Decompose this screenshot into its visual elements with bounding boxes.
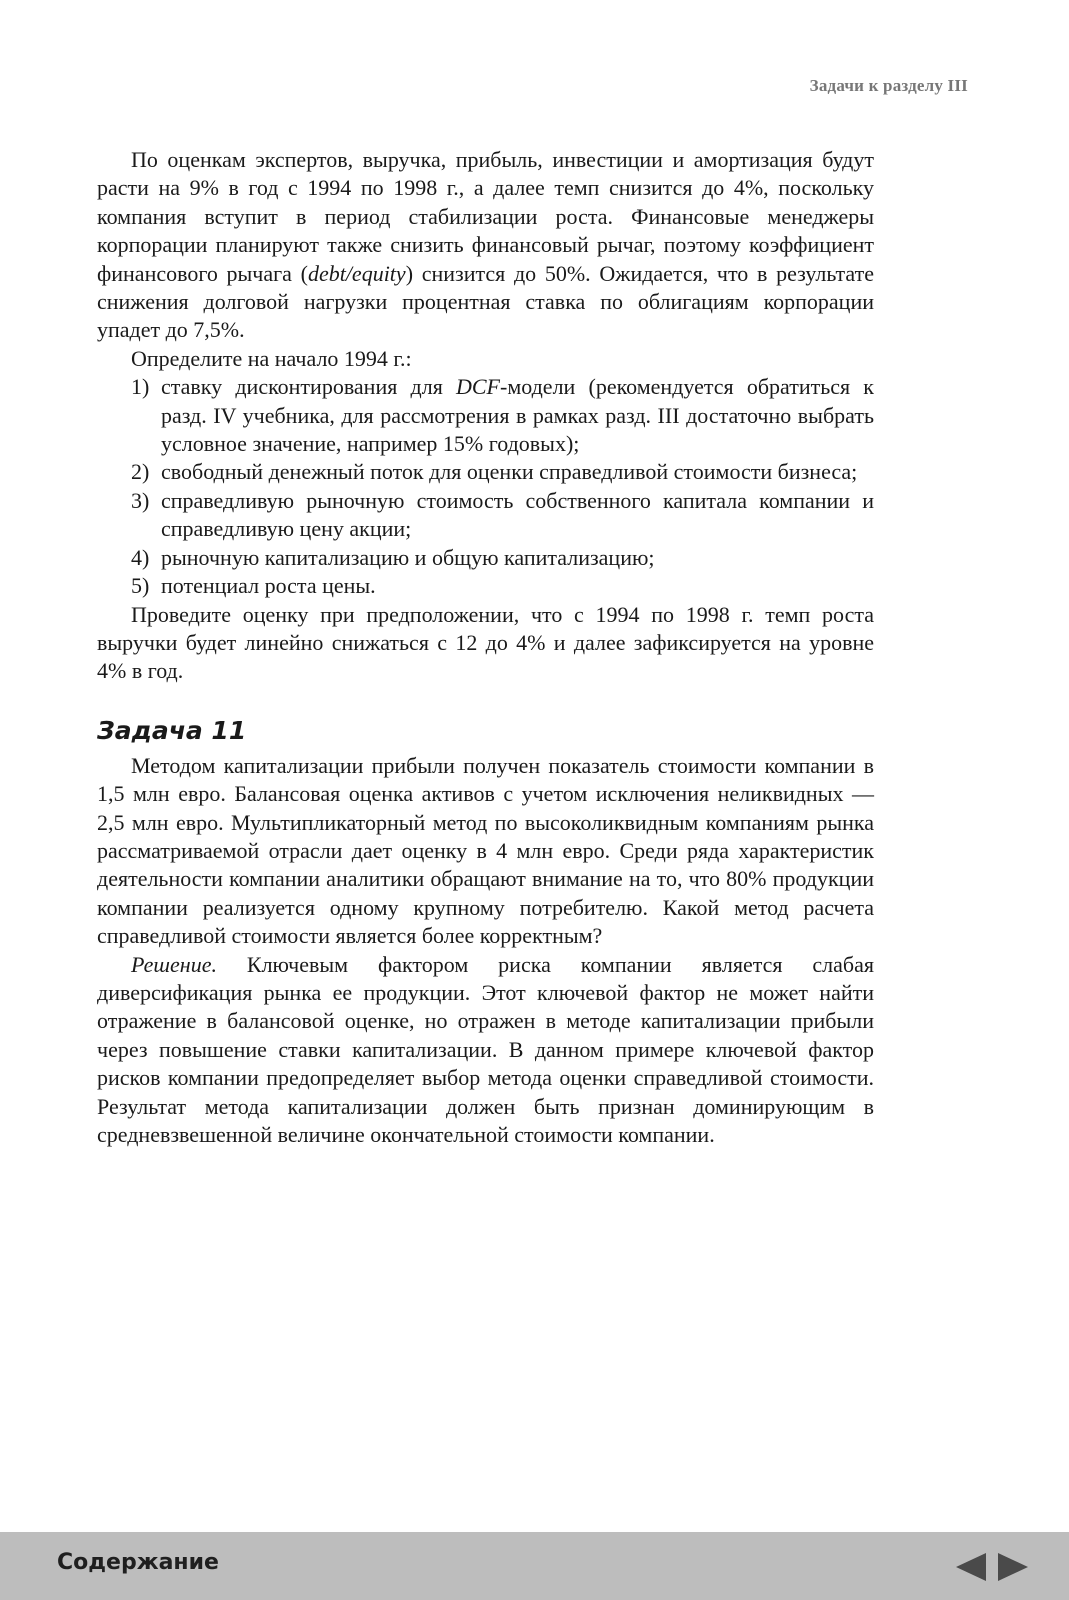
italic-term: DCF: [456, 374, 500, 400]
paragraph: Проведите оценку при предположении, что с 1994 по 1998 г. темп роста выручки будет линейно снижаться с 12 до 4% и далее зафиксируется на уровне 4% в год.: [97, 601, 874, 684]
previous-page-button[interactable]: [954, 1552, 988, 1582]
solution-paragraph: Решение. Ключевым фактором риска компании является слабая диверсификация рынка ее продукции. Этот ключевой фактор не может найти отражение в балансовой оценке, но отражен в методе капитализации прибыли через повышение ставки капитализации. В данном примере ключевой фактор рисков компании предопределяет выбор метода оценки справедливой стоимости. Результат метода капитализации должен быть признан доминирующим в средневзвешенной величине окончательной стоимости компании.: [97, 951, 874, 1147]
italic-term: debt/equity: [307, 260, 406, 286]
list-item: 5) потенциал роста цены.: [97, 572, 874, 600]
paragraph: Методом капитализации прибыли получен показатель стоимости компании в 1,5 млн евро. Балансовая оценка активов с учетом исключения неликвидных — 2,5 млн евро. Мультипликаторный метод по высоколиквидным компаниям рынка рассматриваемой отрасли дает оценку в 4 млн евро. Среди ряда характеристик деятельности компании аналитики обращают внимание на то, что 80% продукции компании реализуется одному крупному потребителю. Какой метод расчета справедливой стоимости является более корректным?: [97, 752, 874, 949]
solution-label: Решение.: [131, 951, 217, 977]
triangle-left-icon: [954, 1552, 988, 1582]
page-body: [97, 146, 874, 1149]
list-number: 2): [131, 459, 150, 485]
list-number: 4): [131, 544, 150, 570]
list-item: 4) рыночную капитализацию и общую капитализацию;: [97, 544, 874, 572]
list-item: 1) ставку дисконтирования для DCF-модели (рекомендуется обратиться к разд. IV учебника, для рассмотрения в рамках разд. III достаточно выбрать условное значение, например 15% годовых);: [131, 374, 874, 457]
next-page-button[interactable]: [996, 1552, 1030, 1582]
navigation-bar: [0, 1532, 1069, 1600]
list-number: 1): [131, 374, 150, 400]
list-number: 5): [131, 573, 150, 599]
paragraph: По оценкам экспертов, выручка, прибыль, инвестиции и амортизация будут расти на 9% в год с 1994 по 1998 г., а далее темп снизится до 4%, поскольку компания вступит в период стабилизации роста. Финансовые менеджеры корпорации планируют также снизить финансовый рычаг, поэтому коэффициент финансового рычага (debt/equity) снизится до 50%. Ожидается, что в результате снижения долговой нагрузки процентная ставка по облигациям корпорации упадет до 7,5%.: [97, 147, 874, 343]
contents-link[interactable]: Содержание: [57, 1550, 219, 1575]
list-item: 3) справедливую рыночную стоимость собственного капитала компании и справедливую цену акции;: [131, 487, 874, 542]
triangle-right-icon: [996, 1552, 1030, 1582]
running-header: Задачи к разделу III: [809, 76, 968, 95]
list-number: 3): [131, 487, 150, 513]
task-heading: Задача 11: [97, 715, 247, 745]
task-list: [97, 373, 874, 600]
list-item: 2) свободный денежный поток для оценки справедливой стоимости бизнеса;: [97, 458, 874, 486]
paragraph: Определите на начало 1994 г.:: [131, 345, 412, 371]
